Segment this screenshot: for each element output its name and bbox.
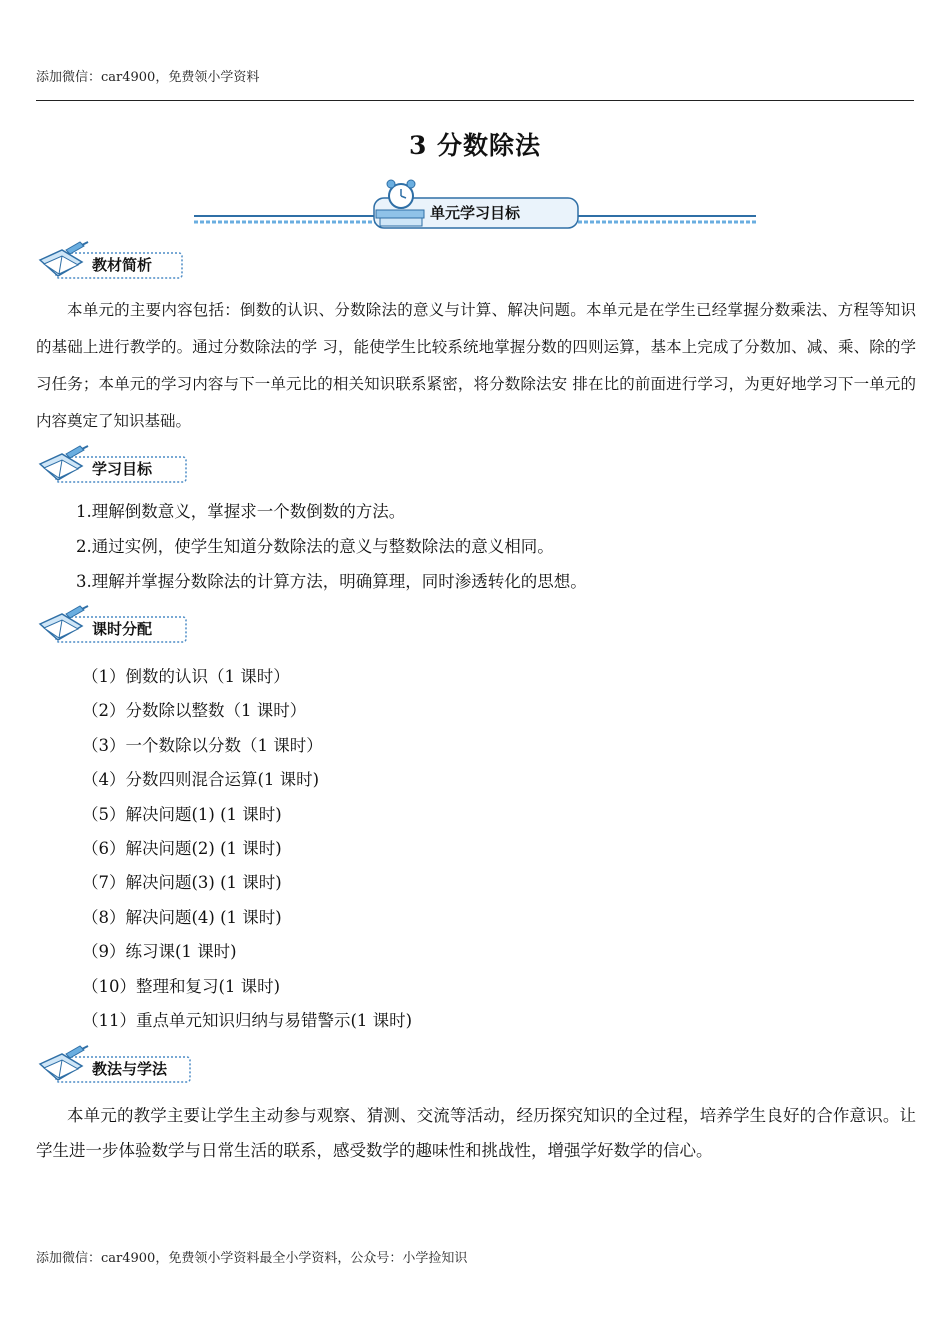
footer-note: 添加微信：car4900，免费领小学资料最全小学资料，公众号：小学捡知识 [36,1251,468,1266]
goal-item: 3.理解并掌握分数除法的计算方法，明确算理，同时渗透转化的思想。 [76,572,587,591]
goal-item: 2.通过实例，使学生知道分数除法的意义与整数除法的意义相同。 [76,537,554,556]
section-heading-lessons [36,604,188,648]
lesson-item: （9）练习课(1 课时) [82,942,237,962]
header-divider [36,100,914,101]
lesson-item: （1）倒数的认识（1 课时） [82,667,290,686]
lesson-item: （7）解决问题(3) (1 课时) [82,873,282,893]
banner-label: 单元学习目标 [430,204,521,222]
analysis-paragraph: 本单元的主要内容包括：倒数的认识、分数除法的意义与计算、解决问题。本单元是在学生已经掌握分数乘法、方程等知识的基础上进行教学的。通过分数除法的学 习，能使学生比较系统地掌握分数的四则运算，基本上完成了分数加、减、乘、除的学习任务；本单元的学习内容与下一单元比的相关知识联系紧密，将分数除法安 排在比的前面进行学习，为更好地学习下一单元的内容奠定了知识基础。 [36,301,916,430]
section-label-analysis: 教材简析 [92,256,153,274]
lesson-item: （4）分数四则混合运算(1 课时) [82,770,320,790]
lesson-item: （10）整理和复习(1 课时) [82,976,281,996]
goals-list [76,494,587,599]
unit-goals-banner [192,176,758,230]
lesson-item: （2）分数除以整数（1 课时） [82,701,307,721]
page-title: 3 分数除法 [408,131,542,160]
lesson-item: （5）解决问题(1) (1 课时) [82,804,282,824]
section-label-goals: 学习目标 [92,460,153,478]
lesson-item: （3）一个数除以分数（1 课时） [82,735,323,755]
section-heading-analysis [36,240,184,284]
section-heading-methods [36,1044,192,1088]
lesson-item: （6）解决问题(2) (1 课时) [82,839,282,859]
goal-item: 1.理解倒数意义，掌握求一个数倒数的方法。 [76,502,406,521]
header-note: 添加微信：car4900，免费领小学资料 [36,70,260,85]
section-label-lessons: 课时分配 [92,620,153,638]
lesson-item: （8）解决问题(4) (1 课时) [82,907,282,927]
lesson-item: （11）重点单元知识归纳与易错警示(1 课时) [82,1011,413,1031]
section-label-methods: 教法与学法 [92,1060,168,1078]
lessons-list [82,660,412,1038]
methods-paragraph: 本单元的教学主要让学生主动参与观察、猜测、交流等活动，经历探究知识的全过程，培养学生良好的合作意识。让学生进一步体验数学与日常生活的联系，感受数学的趣味性和挑战性，增强学好数学的信心。 [36,1106,916,1160]
section-heading-goals [36,444,188,488]
